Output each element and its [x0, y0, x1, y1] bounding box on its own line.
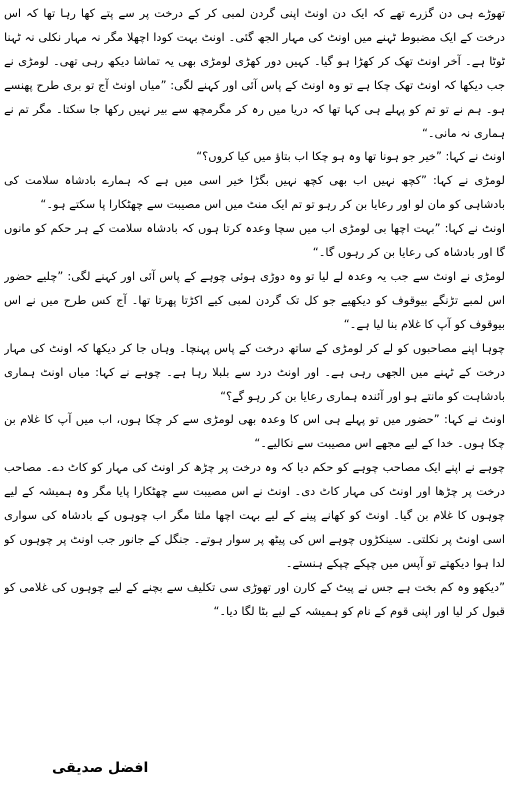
story-paragraph: لومڑی نے اونٹ سے جب یہ وعدہ لے لیا تو وہ دوڑی ہوئی چوہے کے پاس آئی اور کہنے لگی: ”چلیے حضور اس لمبے تڑنگے بیوقوف کو دیکھیے جو کل تک گردن لمبی کیے اکڑتا پھرتا تھا۔ آج کس طرح میں نے اس بیوقوف کو آپ کا غلام بنا لیا ہے۔“ — [4, 268, 505, 331]
story-paragraph: اونٹ نے کہا: ”خیر جو ہونا تھا وہ ہو چکا اب بتاؤ میں کیا کروں؟“ — [196, 149, 505, 164]
story-paragraph: چوہا اپنے مصاحبوں کو لے کر لومڑی کے ساتھ درخت کے پاس پہنچا۔ وہاں جا کر دیکھا کہ اونٹ کی مہار درخت کے ٹہنے میں الجھی رہی ہے۔ اور اونٹ درد سے بلبلا رہا ہے۔ چوہے نے کہا: میاں اونٹ ہماری بادشاہت کو مانتے ہو اور آئندہ ہماری رعایا بن کر رہو گے؟“ — [4, 340, 505, 403]
story-paragraph: تھوڑے ہی دن گزرے تھے کہ ایک دن اونٹ اپنی گردن لمبی کر کے درخت پر سے پتے کھا رہا تھا کہ اس درخت کے ایک مضبوط ٹہنے میں اونٹ کی مہار الجھ گئی۔ اونٹ بہت کودا اچھلا مگر نہ مہار نکلی نہ ٹہنا ٹوٹا ہے۔ آخر اونٹ تھک کر کھڑا ہو گیا۔ کہیں دور کھڑی لومڑی بھی یہ تماشا دیکھ رہی تھی۔ لومڑی نے جب دیکھا کہ اونٹ تھک چکا ہے تو وہ اونٹ کے پاس آئی اور کہنے لگی: ”میاں اونٹ آج تو بری طرح پھنسے ہو۔ ہم نے تو تم کو پہلے ہی کہا تھا کہ دریا میں رہ کر مگرمچھ سے بیر نہیں رکھا جا سکتا۔ مگر تم نے ہماری نہ مانی۔“ — [4, 6, 505, 140]
story-paragraph: اونٹ نے کہا: ”بہت اچھا بی لومڑی اب میں سچا وعدہ کرتا ہوں کہ بادشاہ سلامت کے ہر حکم کو مانوں گا اور بادشاہ کی رعایا بن کر رہوں گا۔“ — [4, 221, 505, 260]
story-paragraph: لومڑی نے کہا: ”کچھ نہیں اب بھی کچھ نہیں بگڑا خیر اسی میں ہے کہ ہمارے بادشاہ سلامت کی بادشاہی کو مان لو اور رعایا بن کر رہو تو تم ایک منٹ میں اس مصیبت سے چھٹکارا پا سکتے ہو۔“ — [4, 173, 505, 212]
author-signature: افضل صدیقی — [52, 760, 149, 776]
story-text — [4, 2, 505, 624]
story-page — [4, 2, 505, 791]
story-paragraph: چوہے نے اپنے ایک مصاحب چوہے کو حکم دیا کہ وہ درخت پر چڑھ کر اونٹ کی مہار کو کاٹ دے۔ مصاحب درخت پر چڑھا اور اونٹ کی مہار کاٹ دی۔ اونٹ نے اس مصیبت سے چھٹکارا پایا مگر وہ ہمیشہ کے لیے چوہوں کا غلام بن گیا۔ اونٹ کو کھانے پینے کے لیے بہت اچھا ملتا مگر اب چوہوں کے بادشاہ کی سواری اسی اونٹ پر نکلتی۔ سینکڑوں چوہے اس کی پیٹھ پر سوار ہوتے۔ جنگل کے جانور جب اونٹ پر چوہوں کو لدا ہوا دیکھتے تو آپس میں چپکے چپکے ہنستے۔ — [4, 460, 505, 570]
story-paragraph: ”دیکھو وہ کم بخت ہے جس نے پیٹ کے کارن اور تھوڑی سی تکلیف سے بچنے کے لیے چوہوں کی غلامی کو قبول کر لیا اور اپنی قوم کے نام کو ہمیشہ کے لیے بٹا لگا دیا۔“ — [4, 579, 505, 618]
story-paragraph: اونٹ نے کہا: ”حضور میں تو پہلے ہی اس کا وعدہ بھی لومڑی سے کر چکا ہوں، اب میں آپ کا غلام بن چکا ہوں۔ خدا کے لیے مجھے اس مصیبت سے نکالیے۔“ — [4, 412, 505, 451]
